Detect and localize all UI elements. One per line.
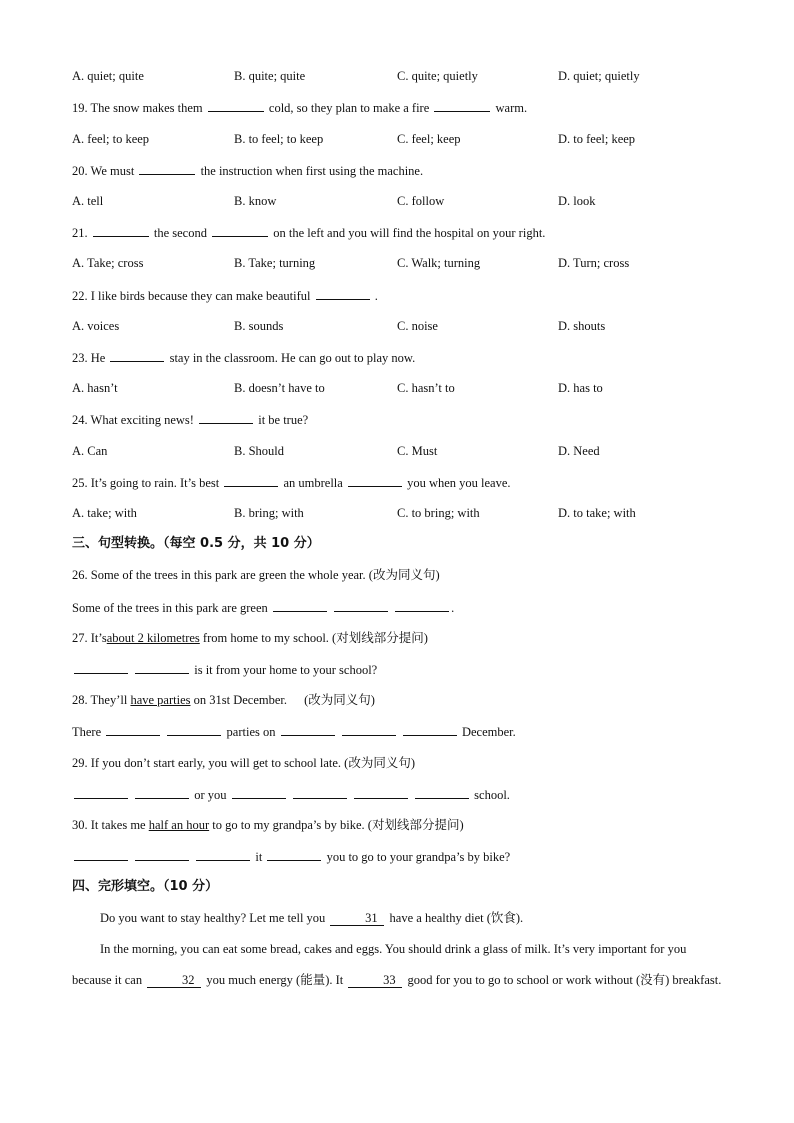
q30-blank-1[interactable] [74, 848, 128, 861]
q20-options [72, 193, 732, 209]
q29-answer: or you school. [72, 786, 510, 803]
q24-option-d[interactable]: D. Need [558, 444, 600, 458]
cloze-blank-32[interactable]: 32 [147, 973, 201, 988]
q27-stem: 27. It’sabout 2 kilometres from home to my school. (对划线部分提问) [72, 631, 428, 645]
q29-blank-3[interactable] [232, 786, 286, 799]
q25-option-a[interactable]: A. take; with [72, 506, 137, 520]
q23-option-d[interactable]: D. has to [558, 381, 603, 395]
q19-blank-1[interactable] [208, 99, 264, 112]
q21-blank-1[interactable] [93, 224, 149, 237]
q25-options [72, 505, 732, 521]
q22-option-c[interactable]: C. noise [397, 319, 438, 333]
q26-answer: Some of the trees in this park are green . [72, 601, 455, 615]
q26-blank-3[interactable] [395, 599, 449, 612]
q21-option-a[interactable]: A. Take; cross [72, 256, 144, 270]
q27-answer: is it from your home to your school? [72, 661, 377, 678]
q22-blank[interactable] [316, 287, 370, 300]
q21-blank-2[interactable] [212, 224, 268, 237]
q26-blank-1[interactable] [273, 599, 327, 612]
cloze-paragraph-2: In the morning, you can eat some bread, cakes and eggs. You should drink a glass of milk. It’s very important for you because it can 32 you much energy (能量). It 33 good for you to go to school or work without (没有) breakfast. [72, 942, 722, 987]
q20-blank[interactable] [139, 162, 195, 175]
q22-options [72, 318, 732, 334]
cloze-paragraph-1: Do you want to stay healthy? Let me tell you 31 have a healthy diet (饮食). [100, 911, 524, 925]
q19-options [72, 131, 732, 147]
q24-option-b[interactable]: B. Should [234, 444, 285, 458]
q19-option-b[interactable]: B. to feel; to keep [234, 132, 324, 146]
q20-option-c[interactable]: C. follow [397, 194, 445, 208]
q19-option-d[interactable]: D. to feel; keep [558, 132, 636, 146]
q30-blank-2[interactable] [135, 848, 189, 861]
q25-option-b[interactable]: B. bring; with [234, 506, 304, 520]
q30-stem: 30. It takes me half an hour to go to my grandpa’s by bike. (对划线部分提问) [72, 818, 464, 832]
q22-option-d[interactable]: D. shouts [558, 319, 606, 333]
q20-stem: 20. We must the instruction when first using the machine. [72, 164, 424, 178]
q27-underlined: about 2 kilometres [106, 631, 200, 645]
q26-stem: 26. Some of the trees in this park are green the whole year. (改为同义句) [72, 568, 440, 582]
q24-option-a[interactable]: A. Can [72, 444, 108, 458]
q28-blank-3[interactable] [281, 723, 335, 736]
q22-option-b[interactable]: B. sounds [234, 319, 284, 333]
q28-blank-4[interactable] [342, 723, 396, 736]
q25-option-d[interactable]: D. to take; with [558, 506, 636, 520]
section4-heading: 四、完形填空。（10 分） [72, 879, 219, 894]
q28-stem: 28. They’ll have parties on 31st December. (改为同义句) [72, 693, 375, 707]
q25-blank-1[interactable] [224, 474, 278, 487]
q21-option-c[interactable]: C. Walk; turning [397, 256, 481, 270]
q18-options [72, 68, 732, 84]
q26-blank-2[interactable] [334, 599, 388, 612]
q29-stem: 29. If you don’t start early, you will get to school late. (改为同义句) [72, 756, 415, 770]
q18-option-a[interactable]: A. quiet; quite [72, 69, 144, 83]
q28-blank-1[interactable] [106, 723, 160, 736]
q23-option-a[interactable]: A. hasn’t [72, 381, 118, 395]
q23-option-b[interactable]: B. doesn’t have to [234, 381, 325, 395]
q28-blank-2[interactable] [167, 723, 221, 736]
q24-blank[interactable] [199, 411, 253, 424]
cloze-blank-31[interactable]: 31 [330, 911, 384, 926]
q30-blank-4[interactable] [267, 848, 321, 861]
q20-option-b[interactable]: B. know [234, 194, 277, 208]
cloze-blank-33[interactable]: 33 [348, 973, 402, 988]
q30-answer: it you to go to your grandpa’s by bike? [72, 848, 510, 865]
q19-option-a[interactable]: A. feel; to keep [72, 132, 150, 146]
q21-options [72, 255, 732, 271]
q19-stem: 19. The snow makes them cold, so they plan to make a fire warm. [72, 101, 528, 115]
q25-stem: 25. It’s going to rain. It’s best an umbrella you when you leave. [72, 476, 511, 490]
q29-blank-1[interactable] [74, 786, 128, 799]
q19-blank-2[interactable] [434, 99, 490, 112]
q20-option-a[interactable]: A. tell [72, 194, 104, 208]
q27-blank-1[interactable] [74, 661, 128, 674]
q30-blank-3[interactable] [196, 848, 250, 861]
q20-option-d[interactable]: D. look [558, 194, 596, 208]
q21-option-b[interactable]: B. Take; turning [234, 256, 316, 270]
q21-stem: 21. the second on the left and you will find the hospital on your right. [72, 226, 546, 240]
section3-heading: 三、句型转换。（每空 0.5 分，共 10 分） [72, 536, 320, 551]
q27-blank-2[interactable] [135, 661, 189, 674]
q23-option-c[interactable]: C. hasn’t to [397, 381, 455, 395]
q22-option-a[interactable]: A. voices [72, 319, 120, 333]
q28-answer: There parties on December. [72, 725, 516, 739]
q23-stem: 23. He stay in the classroom. He can go out to play now. [72, 351, 416, 365]
q21-option-d[interactable]: D. Turn; cross [558, 256, 630, 270]
q28-blank-5[interactable] [403, 723, 457, 736]
q18-option-d[interactable]: D. quiet; quietly [558, 69, 640, 83]
q23-options [72, 380, 732, 396]
q22-stem: 22. I like birds because they can make beautiful . [72, 289, 378, 303]
q29-blank-2[interactable] [135, 786, 189, 799]
q29-blank-6[interactable] [415, 786, 469, 799]
q24-option-c[interactable]: C. Must [397, 444, 438, 458]
q29-blank-4[interactable] [293, 786, 347, 799]
cloze-passage [72, 903, 722, 996]
q30-underlined: half an hour [148, 818, 210, 832]
q18-option-b[interactable]: B. quite; quite [234, 69, 306, 83]
q25-option-c[interactable]: C. to bring; with [397, 506, 480, 520]
q18-option-c[interactable]: C. quite; quietly [397, 69, 478, 83]
q24-stem: 24. What exciting news! it be true? [72, 413, 309, 427]
q28-underlined: have parties [130, 693, 191, 707]
q29-blank-5[interactable] [354, 786, 408, 799]
q23-blank[interactable] [110, 349, 164, 362]
q19-option-c[interactable]: C. feel; keep [397, 132, 461, 146]
q24-options [72, 443, 732, 459]
q25-blank-2[interactable] [348, 474, 402, 487]
